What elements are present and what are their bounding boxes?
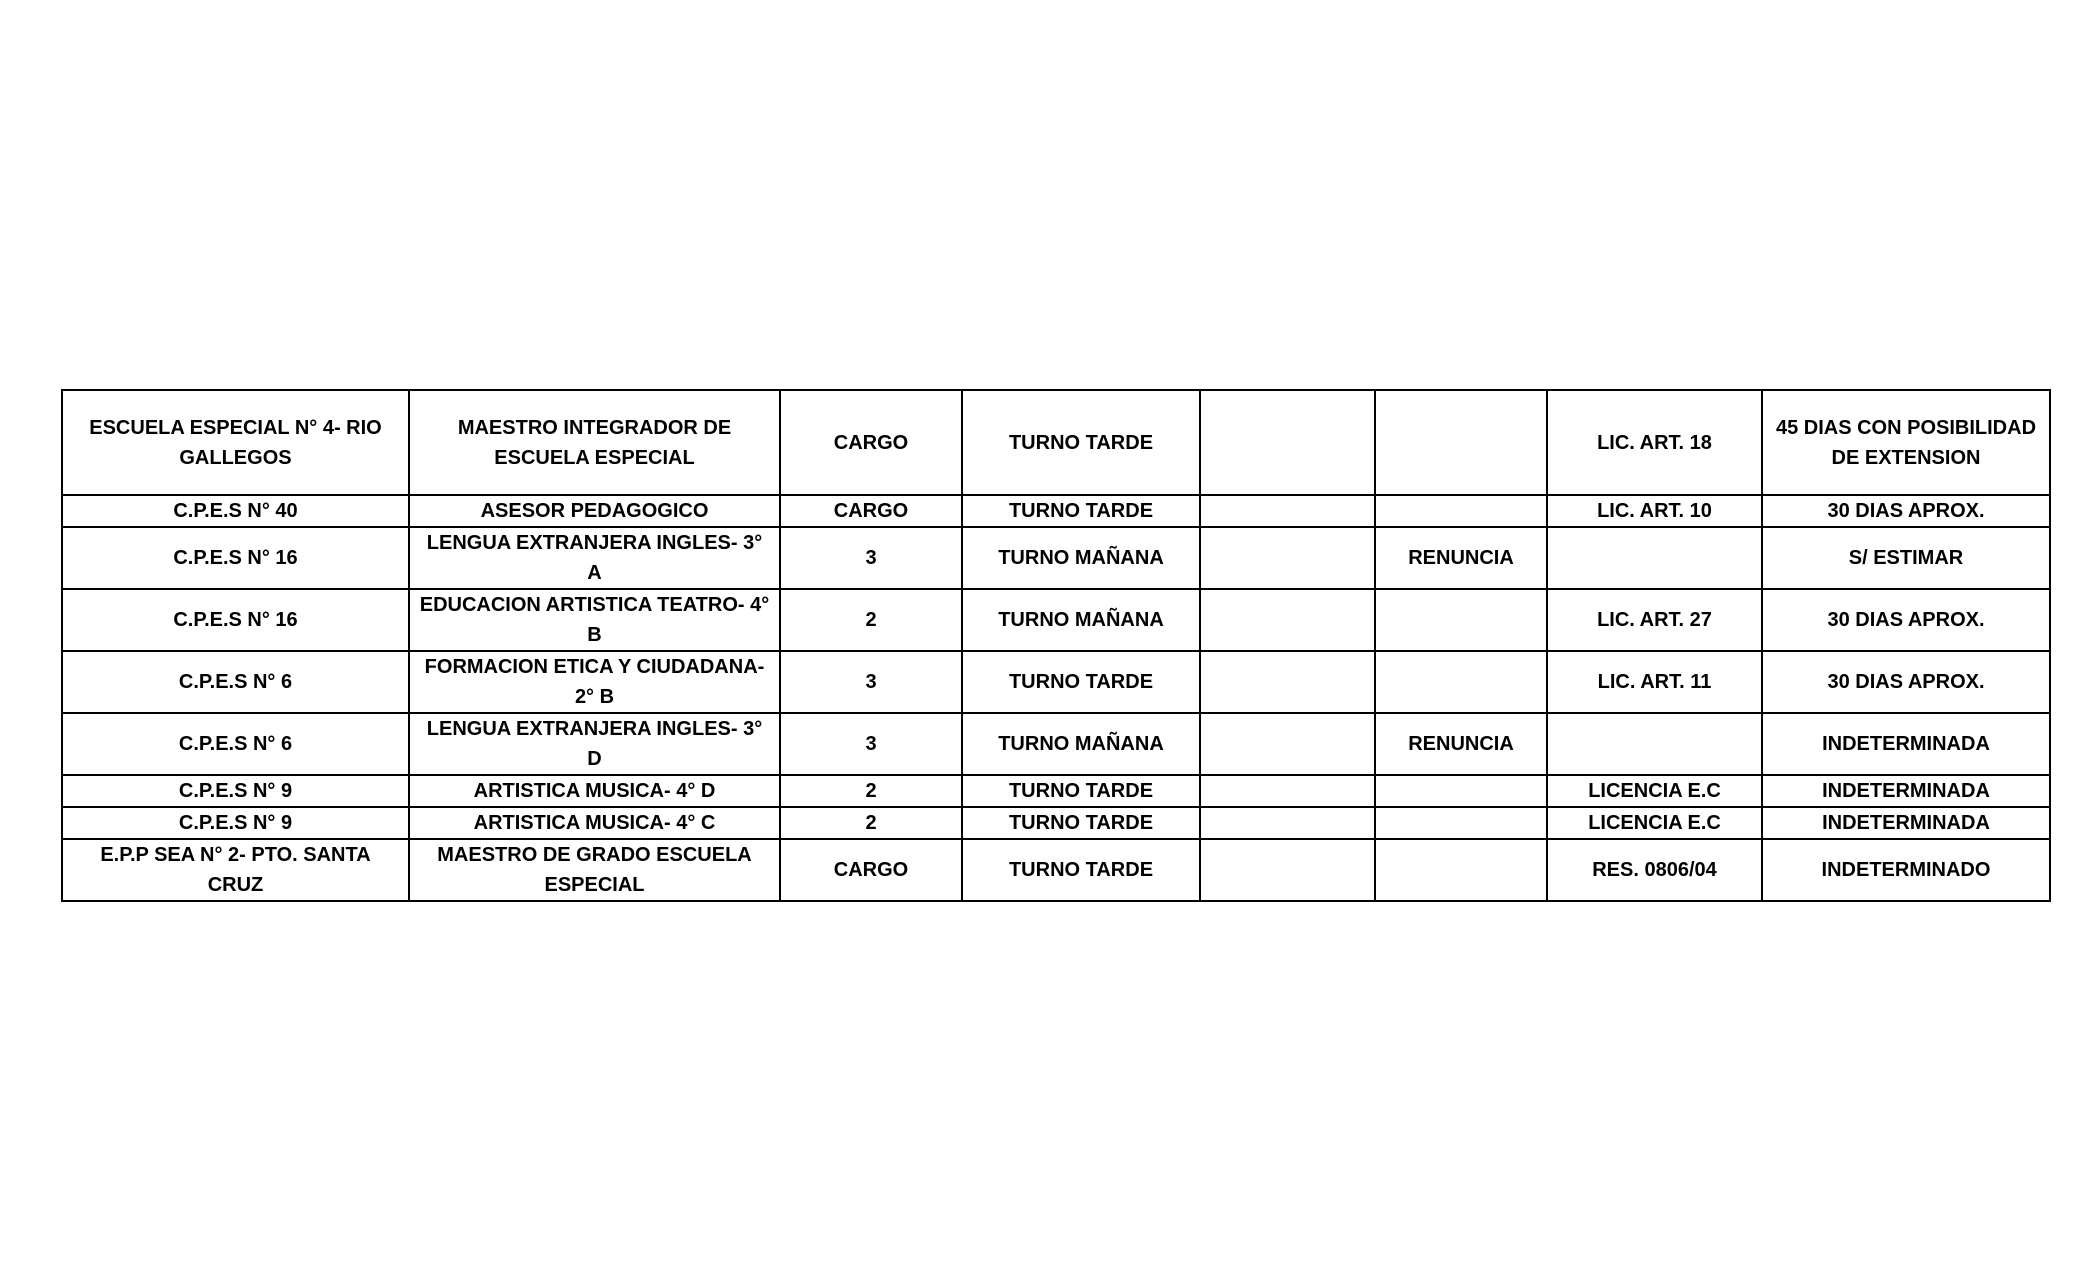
cell-col5 — [1200, 390, 1375, 495]
cell-col5 — [1200, 495, 1375, 527]
cell-horas: CARGO — [780, 390, 962, 495]
cell-col5 — [1200, 589, 1375, 651]
cell-horas: 2 — [780, 807, 962, 839]
table-row — [62, 495, 2050, 527]
cell-licencia: LICENCIA E.C — [1547, 807, 1762, 839]
cell-cargo: ARTISTICA MUSICA- 4° C — [409, 807, 780, 839]
table-row — [62, 651, 2050, 713]
cell-licencia — [1547, 713, 1762, 775]
cell-cargo: EDUCACION ARTISTICA TEATRO- 4° B — [409, 589, 780, 651]
cell-licencia: LIC. ART. 11 — [1547, 651, 1762, 713]
cell-motivo — [1375, 807, 1547, 839]
cell-horas: 3 — [780, 651, 962, 713]
cell-escuela: C.P.E.S N° 16 — [62, 589, 409, 651]
cell-motivo: RENUNCIA — [1375, 527, 1547, 589]
cell-turno: TURNO MAÑANA — [962, 589, 1200, 651]
cell-col5 — [1200, 775, 1375, 807]
cell-col5 — [1200, 807, 1375, 839]
cell-motivo — [1375, 390, 1547, 495]
cell-licencia: LIC. ART. 10 — [1547, 495, 1762, 527]
cell-escuela: C.P.E.S N° 6 — [62, 713, 409, 775]
table-row — [62, 807, 2050, 839]
cell-escuela: C.P.E.S N° 9 — [62, 775, 409, 807]
table-row — [62, 775, 2050, 807]
cell-horas: CARGO — [780, 839, 962, 901]
cell-horas: 2 — [780, 589, 962, 651]
table-row — [62, 390, 2050, 495]
cell-horas: CARGO — [780, 495, 962, 527]
cell-escuela: C.P.E.S N° 6 — [62, 651, 409, 713]
table-row — [62, 839, 2050, 901]
cell-licencia: RES. 0806/04 — [1547, 839, 1762, 901]
cell-escuela: ESCUELA ESPECIAL N° 4- RIO GALLEGOS — [62, 390, 409, 495]
cell-horas: 3 — [780, 713, 962, 775]
table-row — [62, 589, 2050, 651]
cell-turno: TURNO TARDE — [962, 839, 1200, 901]
cell-turno: TURNO MAÑANA — [962, 713, 1200, 775]
cell-motivo — [1375, 495, 1547, 527]
table-row — [62, 713, 2050, 775]
cell-duracion: 45 DIAS CON POSIBILIDAD DE EXTENSION — [1762, 390, 2050, 495]
cell-cargo: ARTISTICA MUSICA- 4° D — [409, 775, 780, 807]
cell-col5 — [1200, 839, 1375, 901]
cell-turno: TURNO TARDE — [962, 807, 1200, 839]
cell-turno: TURNO TARDE — [962, 495, 1200, 527]
cell-turno: TURNO TARDE — [962, 390, 1200, 495]
cell-motivo — [1375, 589, 1547, 651]
cell-duracion: 30 DIAS APROX. — [1762, 651, 2050, 713]
cell-cargo: LENGUA EXTRANJERA INGLES- 3° A — [409, 527, 780, 589]
cell-escuela: C.P.E.S N° 40 — [62, 495, 409, 527]
cell-duracion: INDETERMINADA — [1762, 775, 2050, 807]
cell-col5 — [1200, 713, 1375, 775]
cell-horas: 2 — [780, 775, 962, 807]
vacancy-table-sheet — [61, 389, 2049, 902]
cell-cargo: MAESTRO INTEGRADOR DE ESCUELA ESPECIAL — [409, 390, 780, 495]
vacancy-table — [61, 389, 2051, 902]
cell-motivo — [1375, 839, 1547, 901]
cell-duracion: 30 DIAS APROX. — [1762, 589, 2050, 651]
cell-cargo: FORMACION ETICA Y CIUDADANA- 2° B — [409, 651, 780, 713]
cell-licencia — [1547, 527, 1762, 589]
cell-escuela: C.P.E.S N° 16 — [62, 527, 409, 589]
cell-duracion: INDETERMINADA — [1762, 713, 2050, 775]
cell-turno: TURNO MAÑANA — [962, 527, 1200, 589]
cell-motivo — [1375, 651, 1547, 713]
cell-escuela: C.P.E.S N° 9 — [62, 807, 409, 839]
cell-turno: TURNO TARDE — [962, 775, 1200, 807]
cell-cargo: ASESOR PEDAGOGICO — [409, 495, 780, 527]
cell-cargo: MAESTRO DE GRADO ESCUELA ESPECIAL — [409, 839, 780, 901]
cell-duracion: 30 DIAS APROX. — [1762, 495, 2050, 527]
cell-duracion: S/ ESTIMAR — [1762, 527, 2050, 589]
cell-licencia: LIC. ART. 27 — [1547, 589, 1762, 651]
cell-duracion: INDETERMINADO — [1762, 839, 2050, 901]
cell-col5 — [1200, 527, 1375, 589]
cell-escuela: E.P.P SEA N° 2- PTO. SANTA CRUZ — [62, 839, 409, 901]
cell-motivo — [1375, 775, 1547, 807]
cell-horas: 3 — [780, 527, 962, 589]
cell-turno: TURNO TARDE — [962, 651, 1200, 713]
cell-licencia: LIC. ART. 18 — [1547, 390, 1762, 495]
cell-col5 — [1200, 651, 1375, 713]
cell-licencia: LICENCIA E.C — [1547, 775, 1762, 807]
cell-motivo: RENUNCIA — [1375, 713, 1547, 775]
cell-duracion: INDETERMINADA — [1762, 807, 2050, 839]
table-row — [62, 527, 2050, 589]
cell-cargo: LENGUA EXTRANJERA INGLES- 3° D — [409, 713, 780, 775]
